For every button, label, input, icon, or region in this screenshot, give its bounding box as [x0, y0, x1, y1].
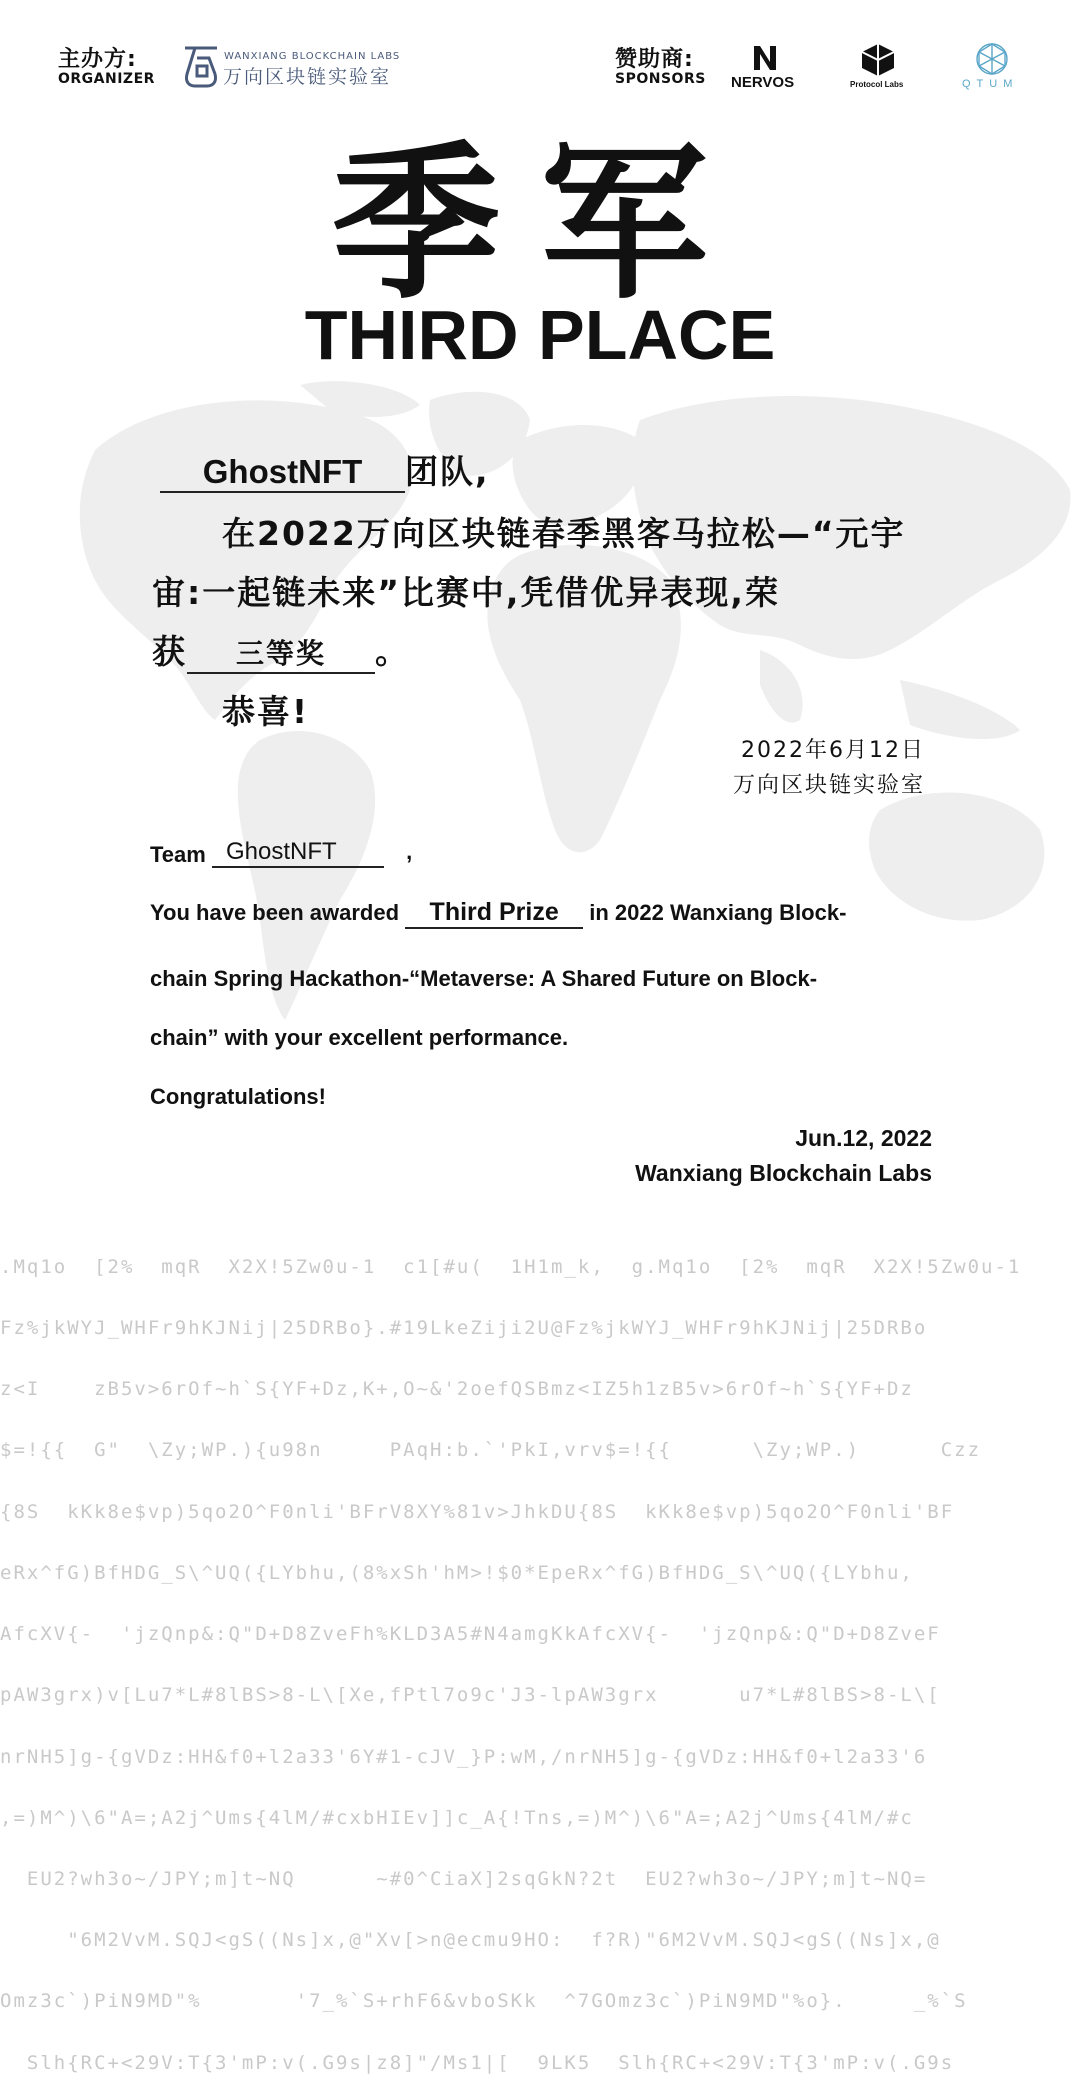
code-line: $=!{{ G" \Zy;WP.){u98n PAqH:b.`'PkI,vrv$=!{{ \Zy;WP.) Czz [0, 1439, 982, 1462]
qtum-logo-icon [975, 42, 1009, 76]
code-line: .Mq1o [2% mqR X2X!5Zw0u-1 c1[#u( 1H1m_k, g.Mq1o [2% mqR X2X!5Zw0u-1 [0, 1255, 1022, 1278]
code-line: Omz3c`)PiN9MD"% '7_%`S+rhF6&vboSKk ^7GOmz3c`)PiN9MD"%o}. _%`S [0, 1990, 968, 2013]
protocol-labs-logo-icon [860, 42, 896, 78]
sponsor-protocol-labs-name: Protocol Labs [850, 80, 904, 89]
en-date: Jun.12, 2022 [795, 1125, 932, 1151]
wanxiang-logo-icon [183, 44, 219, 88]
en-award: Third Prize [405, 898, 583, 929]
title-cn: 季军 [332, 126, 748, 322]
code-line: EU2?wh3o~/JPY;m]t~NQ ~#0^CiaX]2sqGkN?2t EU2?wh3o~/JPY;m]t~NQ= [0, 1868, 928, 1890]
sponsors-label-cn: 赞助商: [615, 47, 694, 72]
en-team-suffix: , [406, 839, 413, 864]
code-line: pAW3grx)v[Lu7*L#8lBS>8-L\[Xe,fPtl7o9c'J3-lpAW3grx u7*L#8lBS>8-L\[ [0, 1684, 941, 1707]
cn-line-3-prefix: 获 [152, 632, 187, 671]
cn-line-3 [152, 626, 410, 674]
organizer-label-en: ORGANIZER [58, 71, 155, 87]
organizer-label-cn: 主办方: [58, 47, 137, 72]
cn-team-suffix: 团队, [405, 452, 490, 491]
code-line: "6M2VvM.SQJ<gS((Ns]x,@"Xv[>n@ecmu9HO: f?R)"6M2VvM.SQJ<gS((Ns]x,@ [0, 1929, 941, 1952]
en-team-name: GhostNFT [212, 838, 384, 868]
sponsor-qtum-name: QTUM [962, 78, 1019, 90]
code-line: AfcXV{- 'jzQnp&:Q"D+D8ZveFh%KLD3A5#N4amgKkAfcXV{- 'jzQnp&:Q"D+D8ZveF [0, 1623, 941, 1646]
sponsor-nervos-name: NERVOS [731, 74, 795, 91]
cn-line-1: 在2022万向区块链春季黑客马拉松—“元宇 [222, 514, 906, 553]
cn-team-line [160, 446, 490, 493]
en-team-prefix: Team [150, 842, 206, 867]
sponsors-label-en: SPONSORS [615, 71, 706, 87]
en-line-2: chain Spring Hackathon-“Metaverse: A Shared Future on Block- [150, 966, 818, 991]
title-en: THIRD PLACE [304, 296, 776, 374]
code-pattern-background [0, 1216, 1080, 2074]
organizer-logo-text-en: WANXIANG BLOCKCHAIN LABS [224, 51, 401, 62]
code-line: {8S kKk8e$vp)5qo2O^F0nli'BFrV8XY%81v>JhkDU{8S kKk8e$vp)5qo2O^F0nli'BF [0, 1500, 955, 1523]
nervos-logo-icon [752, 44, 778, 72]
cn-award: 三等奖 [187, 632, 375, 674]
en-awarded-suffix: in 2022 Wanxiang Block- [589, 900, 847, 925]
cn-date: 2022年6月12日 [741, 738, 925, 763]
code-line: ,=)M^)\6"A=;A2j^Ums{4lM/#cxbHIEv]]c_A{!Tns,=)M^)\6"A=;A2j^Ums{4lM/#c [0, 1806, 914, 1829]
cn-line-2: 宙:一起链未来”比赛中,凭借优异表现,荣 [152, 573, 780, 612]
en-line-1 [150, 898, 846, 929]
code-line: eRx^fG)BfHDG_S\^UQ({LYbhu,(8%xSh'hM>!$0*EpeRx^fG)BfHDG_S\^UQ({LYbhu, [0, 1561, 914, 1584]
en-awarded-prefix: You have been awarded [150, 900, 400, 925]
en-congrats: Congratulations! [150, 1084, 326, 1109]
en-team-line [150, 838, 412, 868]
cn-issuer: 万向区块链实验室 [732, 773, 925, 798]
code-line: Fz%jkWYJ_WHFr9hKJNij|25DRBo}.#19LkeZiji2U@Fz%jkWYJ_WHFr9hKJNij|25DRBo [0, 1317, 928, 1340]
code-line: nrNH5]g-{gVDz:HH&f0+l2a33'6Y#1-cJV_}P:wM,/nrNH5]g-{gVDz:HH&f0+l2a33'6 [0, 1745, 928, 1768]
en-issuer: Wanxiang Blockchain Labs [635, 1160, 932, 1186]
cn-line-3-suffix: 。 [375, 632, 410, 671]
organizer-logo-text-cn: 万向区块链实验室 [223, 66, 392, 88]
en-line-3: chain” with your excellent performance. [150, 1025, 569, 1050]
code-line: Slh{RC+<29V:T{3'mP:v(.G9s|z8]"/Ms1|[ 9LK5 Slh{RC+<29V:T{3'mP:v(.G9s [0, 2051, 955, 2074]
code-line: z<I zB5v>6rOf~h`S{YF+Dz,K+,O~&'2oefQSBmz<IZ5h1zB5v>6rOf~h`S{YF+Dz [0, 1378, 914, 1401]
cn-team-name: GhostNFT [160, 453, 405, 493]
cn-congrats: 恭喜! [222, 692, 310, 731]
